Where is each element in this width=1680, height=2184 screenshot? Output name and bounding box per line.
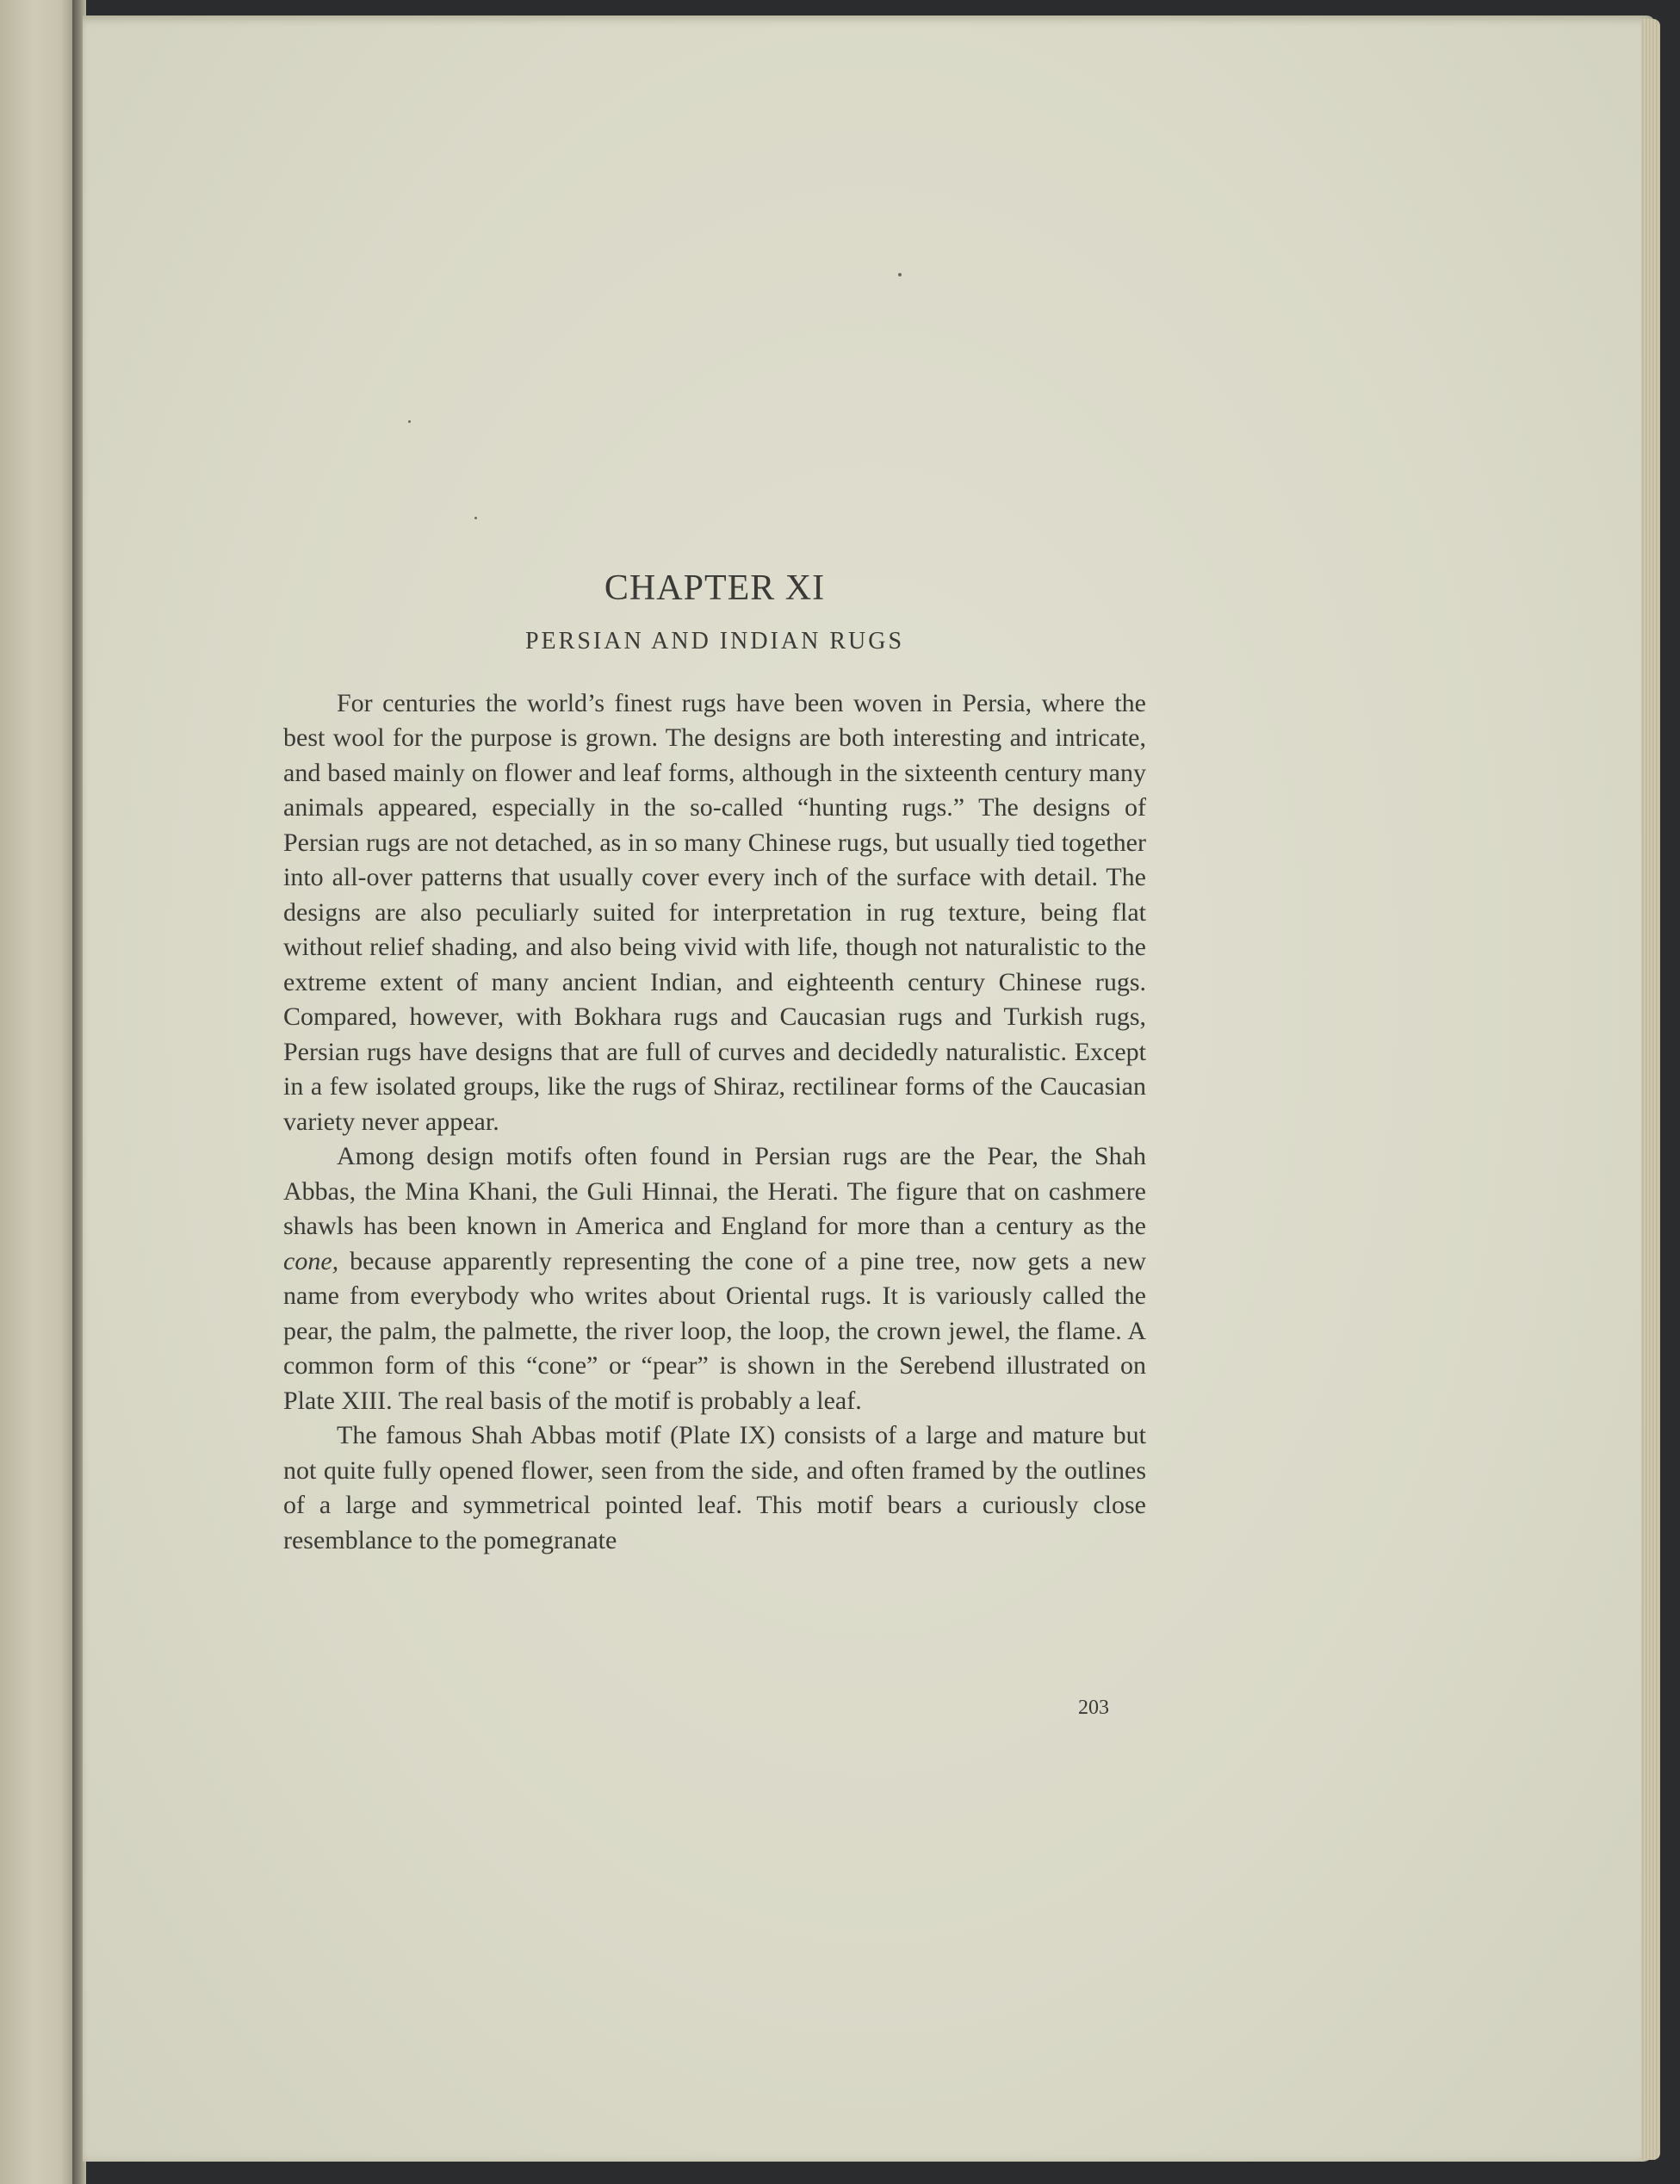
paragraph-1 xyxy=(283,686,1146,1140)
paragraph-text: For centuries the world’s finest rugs have been woven in Persia, where the best wool for the purpose is grown. The designs are both interesting and intricate, and based mainly on flower and leaf forms, although in the sixteenth century many animals appeared, especially in the so-called “hunting rugs.” The designs of Persian rugs are not detached, as in so many Chinese rugs, but usually tied together into all-over patterns that usually cover every inch of the surface with detail. The designs are also peculiarly suited for interpretation in rug texture, being flat without relief shading, and also being vivid with life, though not naturalistic to the extreme extent of many ancient Indian, and eighteenth century Chinese rugs. Compared, however, with Bokhara rugs and Caucasian rugs and Turkish rugs, Persian rugs have designs that are full of curves and decidedly naturalistic. Except in a few isolated groups, like the rugs of Shiraz, rectilinear forms of the Caucasian variety never appear. xyxy=(283,688,1146,1136)
facing-page-edge xyxy=(0,0,76,2184)
paragraph-text: Among design motifs often found in Persian rugs are the Pear, the Shah Abbas, the Mina Khani, the Guli Hinnai, the Herati. The figure that on cashmere shawls has been known in America and England for more than a century as the xyxy=(283,1142,1146,1241)
page-text xyxy=(283,568,1146,1558)
paragraph-text: The famous Shah Abbas motif (Plate IX) consists of a large and mature but not quite fully opened flower, seen from the side, and often framed by the outlines of a large and symmetrical pointed leaf. This motif bears a curiously close resemblance to the pomegranate xyxy=(283,1421,1146,1554)
paragraph-2 xyxy=(283,1139,1146,1418)
page-stack-edge xyxy=(1641,19,1660,2160)
paper-speck xyxy=(474,517,477,519)
chapter-title: PERSIAN AND INDIAN RUGS xyxy=(524,628,905,655)
paper-speck xyxy=(408,420,411,423)
chapter-heading: CHAPTER XI xyxy=(604,568,826,608)
paper-speck xyxy=(898,273,902,276)
paragraph-text: because apparently representing the cone of a pine tree, now gets a new name from everybody who writes about Oriental rugs. It is variously called the pear, the palm, the palmette, the river loop, the loop, the crown jewel, the flame. A common form of this “cone” or “pear” is shown in the Serebend illustrated on Plate XIII. The real basis of the motif is probably a leaf. xyxy=(283,1246,1146,1415)
paragraph-3 xyxy=(283,1418,1146,1558)
italic-term: cone, xyxy=(283,1246,339,1275)
page-number: 203 xyxy=(1078,1697,1109,1719)
